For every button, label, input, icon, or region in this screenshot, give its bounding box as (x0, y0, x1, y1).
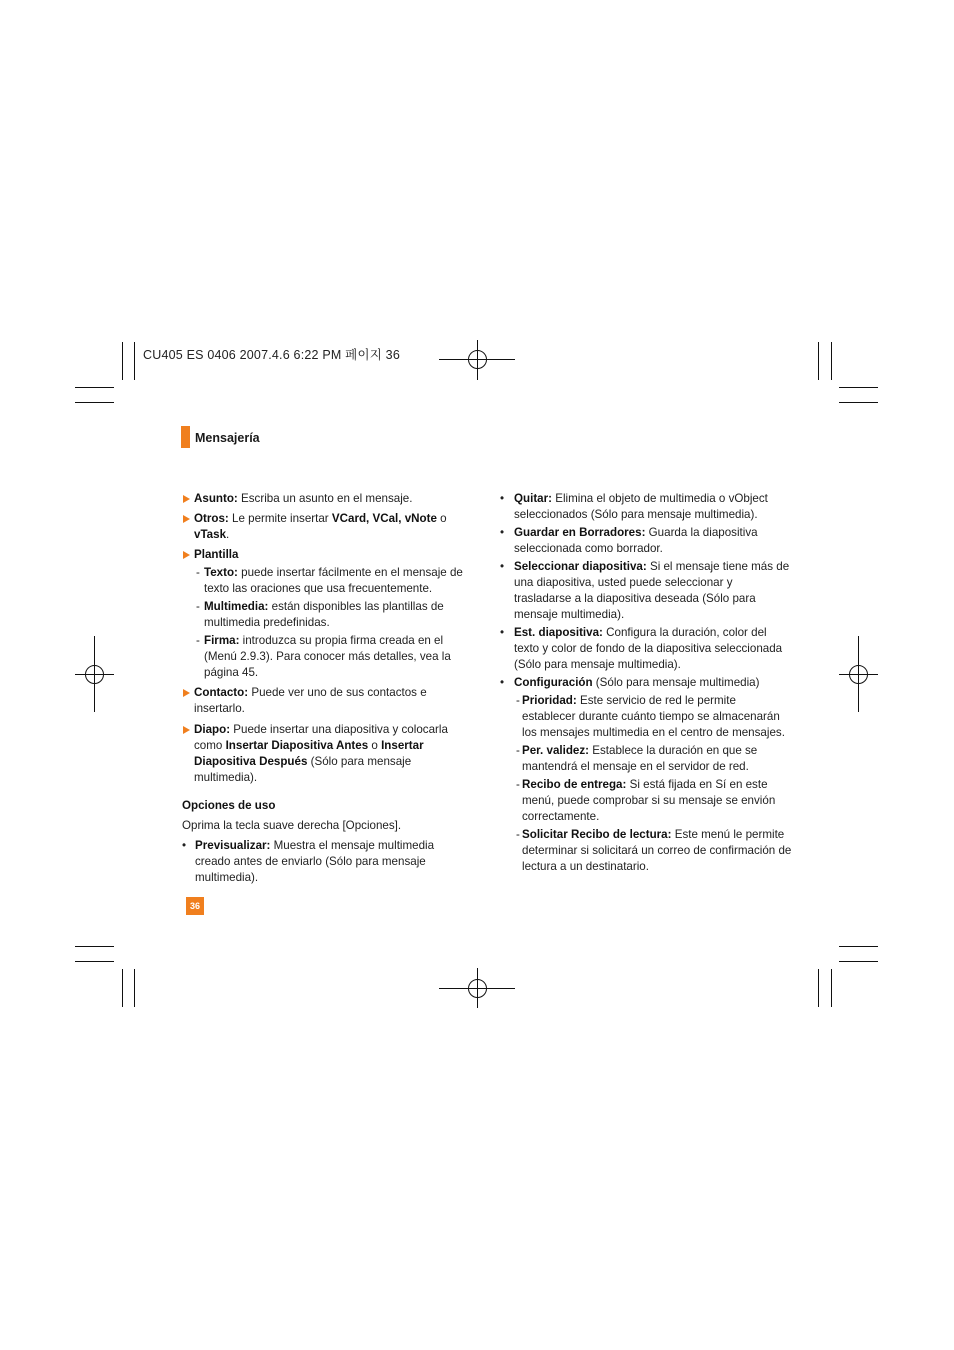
section-accent-bar (181, 426, 190, 448)
crop-mark (134, 342, 135, 380)
crop-mark (831, 342, 832, 380)
left-column (182, 491, 472, 888)
bullet-item-guardar: • Guardar en Borradores: Guarda la diapositiva seleccionada como borrador. (500, 526, 758, 555)
list-item-diapo: Diapo: Puede insertar una diapositiva y colocarla como Insertar Diapositiva Antes o Insertar Diapositiva Después (Sólo para mensaje multimedia). (182, 722, 472, 786)
list-item-contacto: Contacto: Puede ver uno de sus contactos e insertarlo. (182, 685, 472, 717)
crop-mark (818, 342, 819, 380)
list-item-otros: Otros: Le permite insertar VCard, VCal, vNote o vTask. (182, 511, 472, 543)
sub-item-prioridad: - Prioridad: Este servicio de red le permite establecer durante cuánto tiempo se almacenarán los mensajes multimedia en el centro de mensajes. (516, 694, 785, 739)
triangle-bullet-icon (183, 689, 190, 697)
crop-mark (75, 961, 114, 962)
sub-item-lectura: - Solicitar Recibo de lectura: Este menú le permite determinar si solicitará un correo de confirmación de lectura a un destinatario. (516, 828, 792, 873)
sub-item-entrega: - Recibo de entrega: Si está fijada en Sí en este menú, puede comprobar si su mensaje se envión correctamente. (516, 778, 776, 823)
triangle-bullet-icon (183, 495, 190, 503)
triangle-bullet-icon (183, 551, 190, 559)
crop-mark (75, 402, 114, 403)
triangle-bullet-icon (183, 726, 190, 734)
crop-mark (831, 969, 832, 1007)
crop-mark (839, 387, 878, 388)
subheading-opciones: Opciones de uso (182, 799, 276, 812)
crop-mark (818, 969, 819, 1007)
list-item-plantilla: Plantilla (182, 547, 472, 563)
triangle-bullet-icon (183, 515, 190, 523)
sub-item-multimedia: - Multimedia: están disponibles las plantillas de multimedia predefinidas. (196, 600, 444, 629)
sub-item-texto: - Texto: puede insertar fácilmente en el mensaje de texto las oraciones que usa frecuentemente. (196, 566, 463, 595)
bullet-item-seleccionar: • Seleccionar diapositiva: Si el mensaje tiene más de una diapositiva, usted puede seleccionar y trasladarse a la diapositiva deseada (Sólo para mensaje multimedia). (500, 560, 790, 621)
sub-item-validez: - Per. validez: Establece la duración en que se mantendrá el mensaje en el servidor de red. (516, 744, 758, 773)
sub-item-firma: - Firma: introduzca su propia firma creada en el (Menú 2.9.3). Para conocer más detalles, vea la página 45. (196, 634, 451, 679)
section-title: Mensajería (195, 431, 260, 445)
bullet-item-configuracion: • Configuración (Sólo para mensaje multimedia) (500, 676, 760, 689)
crop-mark (839, 402, 878, 403)
crop-mark (122, 342, 123, 380)
bullet-item-previsualizar: • Previsualizar: Muestra el mensaje multimedia creado antes de enviarlo (Sólo para mensaje multimedia). (182, 839, 435, 884)
crop-mark (839, 961, 878, 962)
page-number: 36 (186, 897, 204, 915)
crop-mark (839, 946, 878, 947)
crop-mark (75, 387, 114, 388)
bullet-item-est-diapositiva: • Est. diapositiva: Configura la duración, color del texto y color de fondo de la diapositiva seleccionada (Sólo para mensaje multimedia). (500, 626, 783, 671)
right-column (500, 491, 792, 877)
bullet-item-quitar: • Quitar: Elimina el objeto de multimedia o vObject seleccionados (Sólo para mensaje multimedia). (500, 492, 768, 521)
crop-mark (122, 969, 123, 1007)
crop-mark (134, 969, 135, 1007)
print-slug-line: CU405 ES 0406 2007.4.6 6:22 PM 페이지 36 (143, 348, 400, 362)
list-item-asunto: Asunto: Escriba un asunto en el mensaje. (182, 491, 472, 507)
paragraph-opciones: Oprima la tecla suave derecha [Opciones]. (182, 819, 402, 832)
crop-mark (75, 946, 114, 947)
